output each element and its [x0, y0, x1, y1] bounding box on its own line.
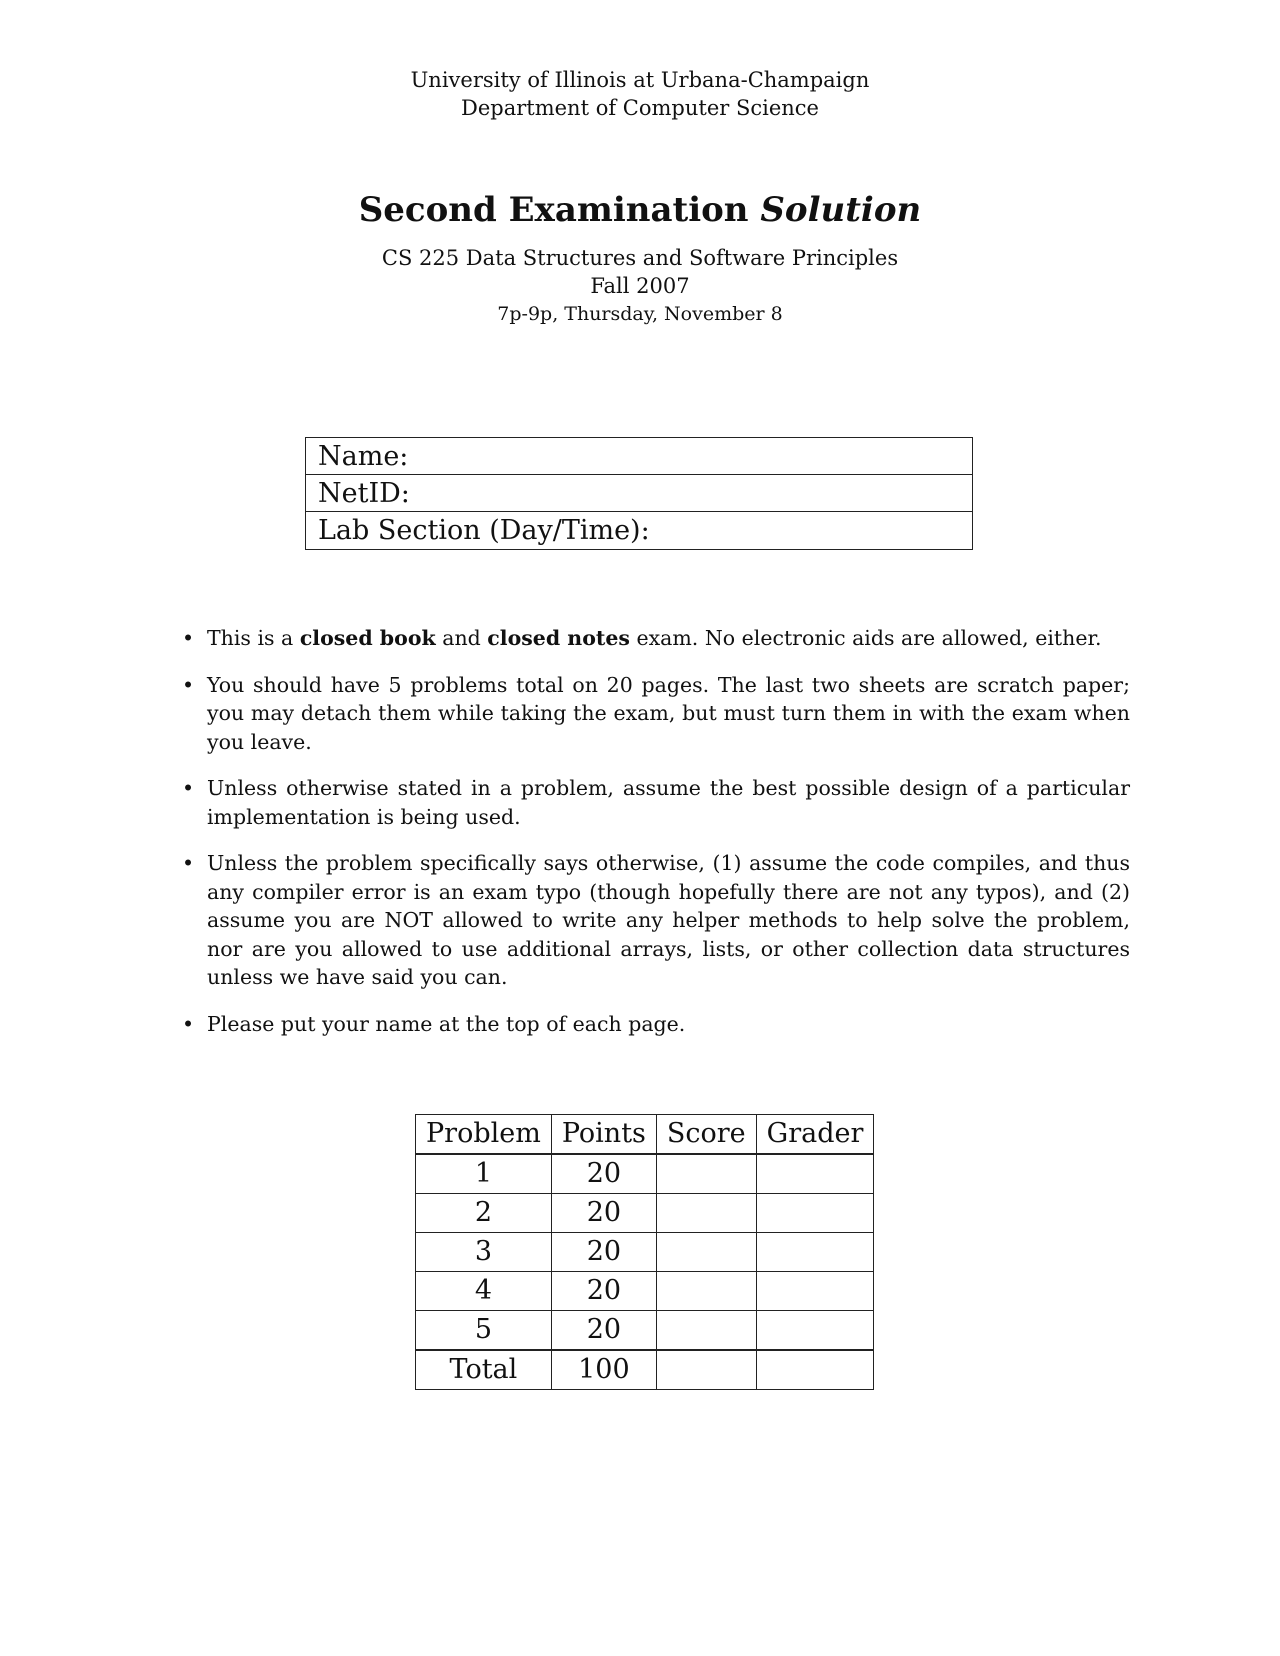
rule-4-text: Unless the problem specifically says otherwise, (1) assume the code compiles, and thus any compiler error is an exam typo (though hopefully there are not any typos), and (2) assume you are NOT allowed to write any helper methods to help solve the problem, nor are you allowed to use additional arrays, lists, or other collection data structures unless we have said you can.: [207, 851, 1130, 989]
netid-field[interactable]: [306, 475, 972, 512]
problem-cell: 2: [415, 1194, 552, 1233]
table-row: [415, 1272, 874, 1311]
university-name: University of Illinois at Urbana-Champaign: [410, 68, 870, 92]
score-cell[interactable]: [657, 1272, 757, 1311]
grader-cell[interactable]: [757, 1194, 875, 1233]
points-cell: 20: [552, 1154, 657, 1194]
rule-1-post: exam. No electronic aids are allowed, either.: [629, 626, 1102, 650]
table-row: [415, 1154, 874, 1194]
points-cell: 20: [552, 1194, 657, 1233]
rule-1-mid: and: [435, 626, 488, 650]
problem-cell: 3: [415, 1233, 552, 1272]
student-info-box: [305, 437, 973, 550]
course-term: Fall 2007: [590, 274, 690, 298]
course-name: CS 225 Data Structures and Software Principles: [381, 246, 899, 270]
list-item: [180, 849, 1130, 992]
netid-label: NetID:: [318, 478, 410, 509]
total-row: [415, 1350, 874, 1390]
points-cell: 20: [552, 1233, 657, 1272]
exam-title-emphasis: Solution: [760, 190, 922, 230]
score-cell[interactable]: [657, 1311, 757, 1350]
rule-5-text: Please put your name at the top of each page.: [207, 1011, 686, 1036]
points-cell: 20: [552, 1311, 657, 1350]
points-cell: 20: [552, 1272, 657, 1311]
name-label: Name:: [318, 441, 409, 472]
total-label-cell: Total: [415, 1350, 552, 1390]
rule-3-text: Unless otherwise stated in a problem, assume the best possible design of a particular implementation is being used.: [207, 776, 1130, 829]
rule-1-bold-1: closed book: [299, 626, 436, 650]
grader-cell[interactable]: [757, 1272, 875, 1311]
column-header-grader: Grader: [757, 1114, 875, 1154]
rule-2-text: You should have 5 problems total on 20 pages. The last two sheets are scratch paper; you may detach them while taking the exam, but must turn them in with the exam when you leave.: [207, 672, 1130, 754]
grader-cell[interactable]: [757, 1311, 875, 1350]
course-info: [0, 244, 1280, 328]
rule-1-pre: This is a: [207, 626, 300, 650]
column-header-score: Score: [657, 1114, 757, 1154]
rule-1-bold-2: closed notes: [487, 626, 630, 650]
table-header-row: [415, 1114, 874, 1154]
lab-section-field[interactable]: [306, 512, 972, 549]
problem-cell: 4: [415, 1272, 552, 1311]
grader-cell[interactable]: [757, 1233, 875, 1272]
exam-datetime: 7p-9p, Thursday, November 8: [497, 303, 783, 325]
score-table: [415, 1114, 874, 1390]
exam-title-main: Second Examination: [358, 190, 749, 230]
score-cell[interactable]: [657, 1194, 757, 1233]
department-name: Department of Computer Science: [461, 96, 819, 120]
score-cell[interactable]: [657, 1233, 757, 1272]
table-row: [415, 1194, 874, 1233]
table-row: [415, 1233, 874, 1272]
problem-cell: 1: [415, 1154, 552, 1194]
table-row: [415, 1311, 874, 1350]
column-header-problem: Problem: [415, 1114, 552, 1154]
column-header-points: Points: [552, 1114, 657, 1154]
total-grader-cell[interactable]: [757, 1350, 875, 1390]
list-item: [180, 1010, 1130, 1039]
lab-section-label: Lab Section (Day/Time):: [318, 515, 650, 546]
exam-title: [0, 188, 1280, 232]
name-field[interactable]: [306, 438, 972, 475]
total-score-cell[interactable]: [657, 1350, 757, 1390]
problem-cell: 5: [415, 1311, 552, 1350]
list-item: [180, 774, 1130, 831]
list-item: [180, 671, 1130, 757]
exam-rules-list: [180, 624, 1130, 1056]
list-item: [180, 624, 1130, 653]
score-cell[interactable]: [657, 1154, 757, 1194]
grader-cell[interactable]: [757, 1154, 875, 1194]
institution-header: [0, 66, 1280, 122]
total-points-cell: 100: [552, 1350, 657, 1390]
